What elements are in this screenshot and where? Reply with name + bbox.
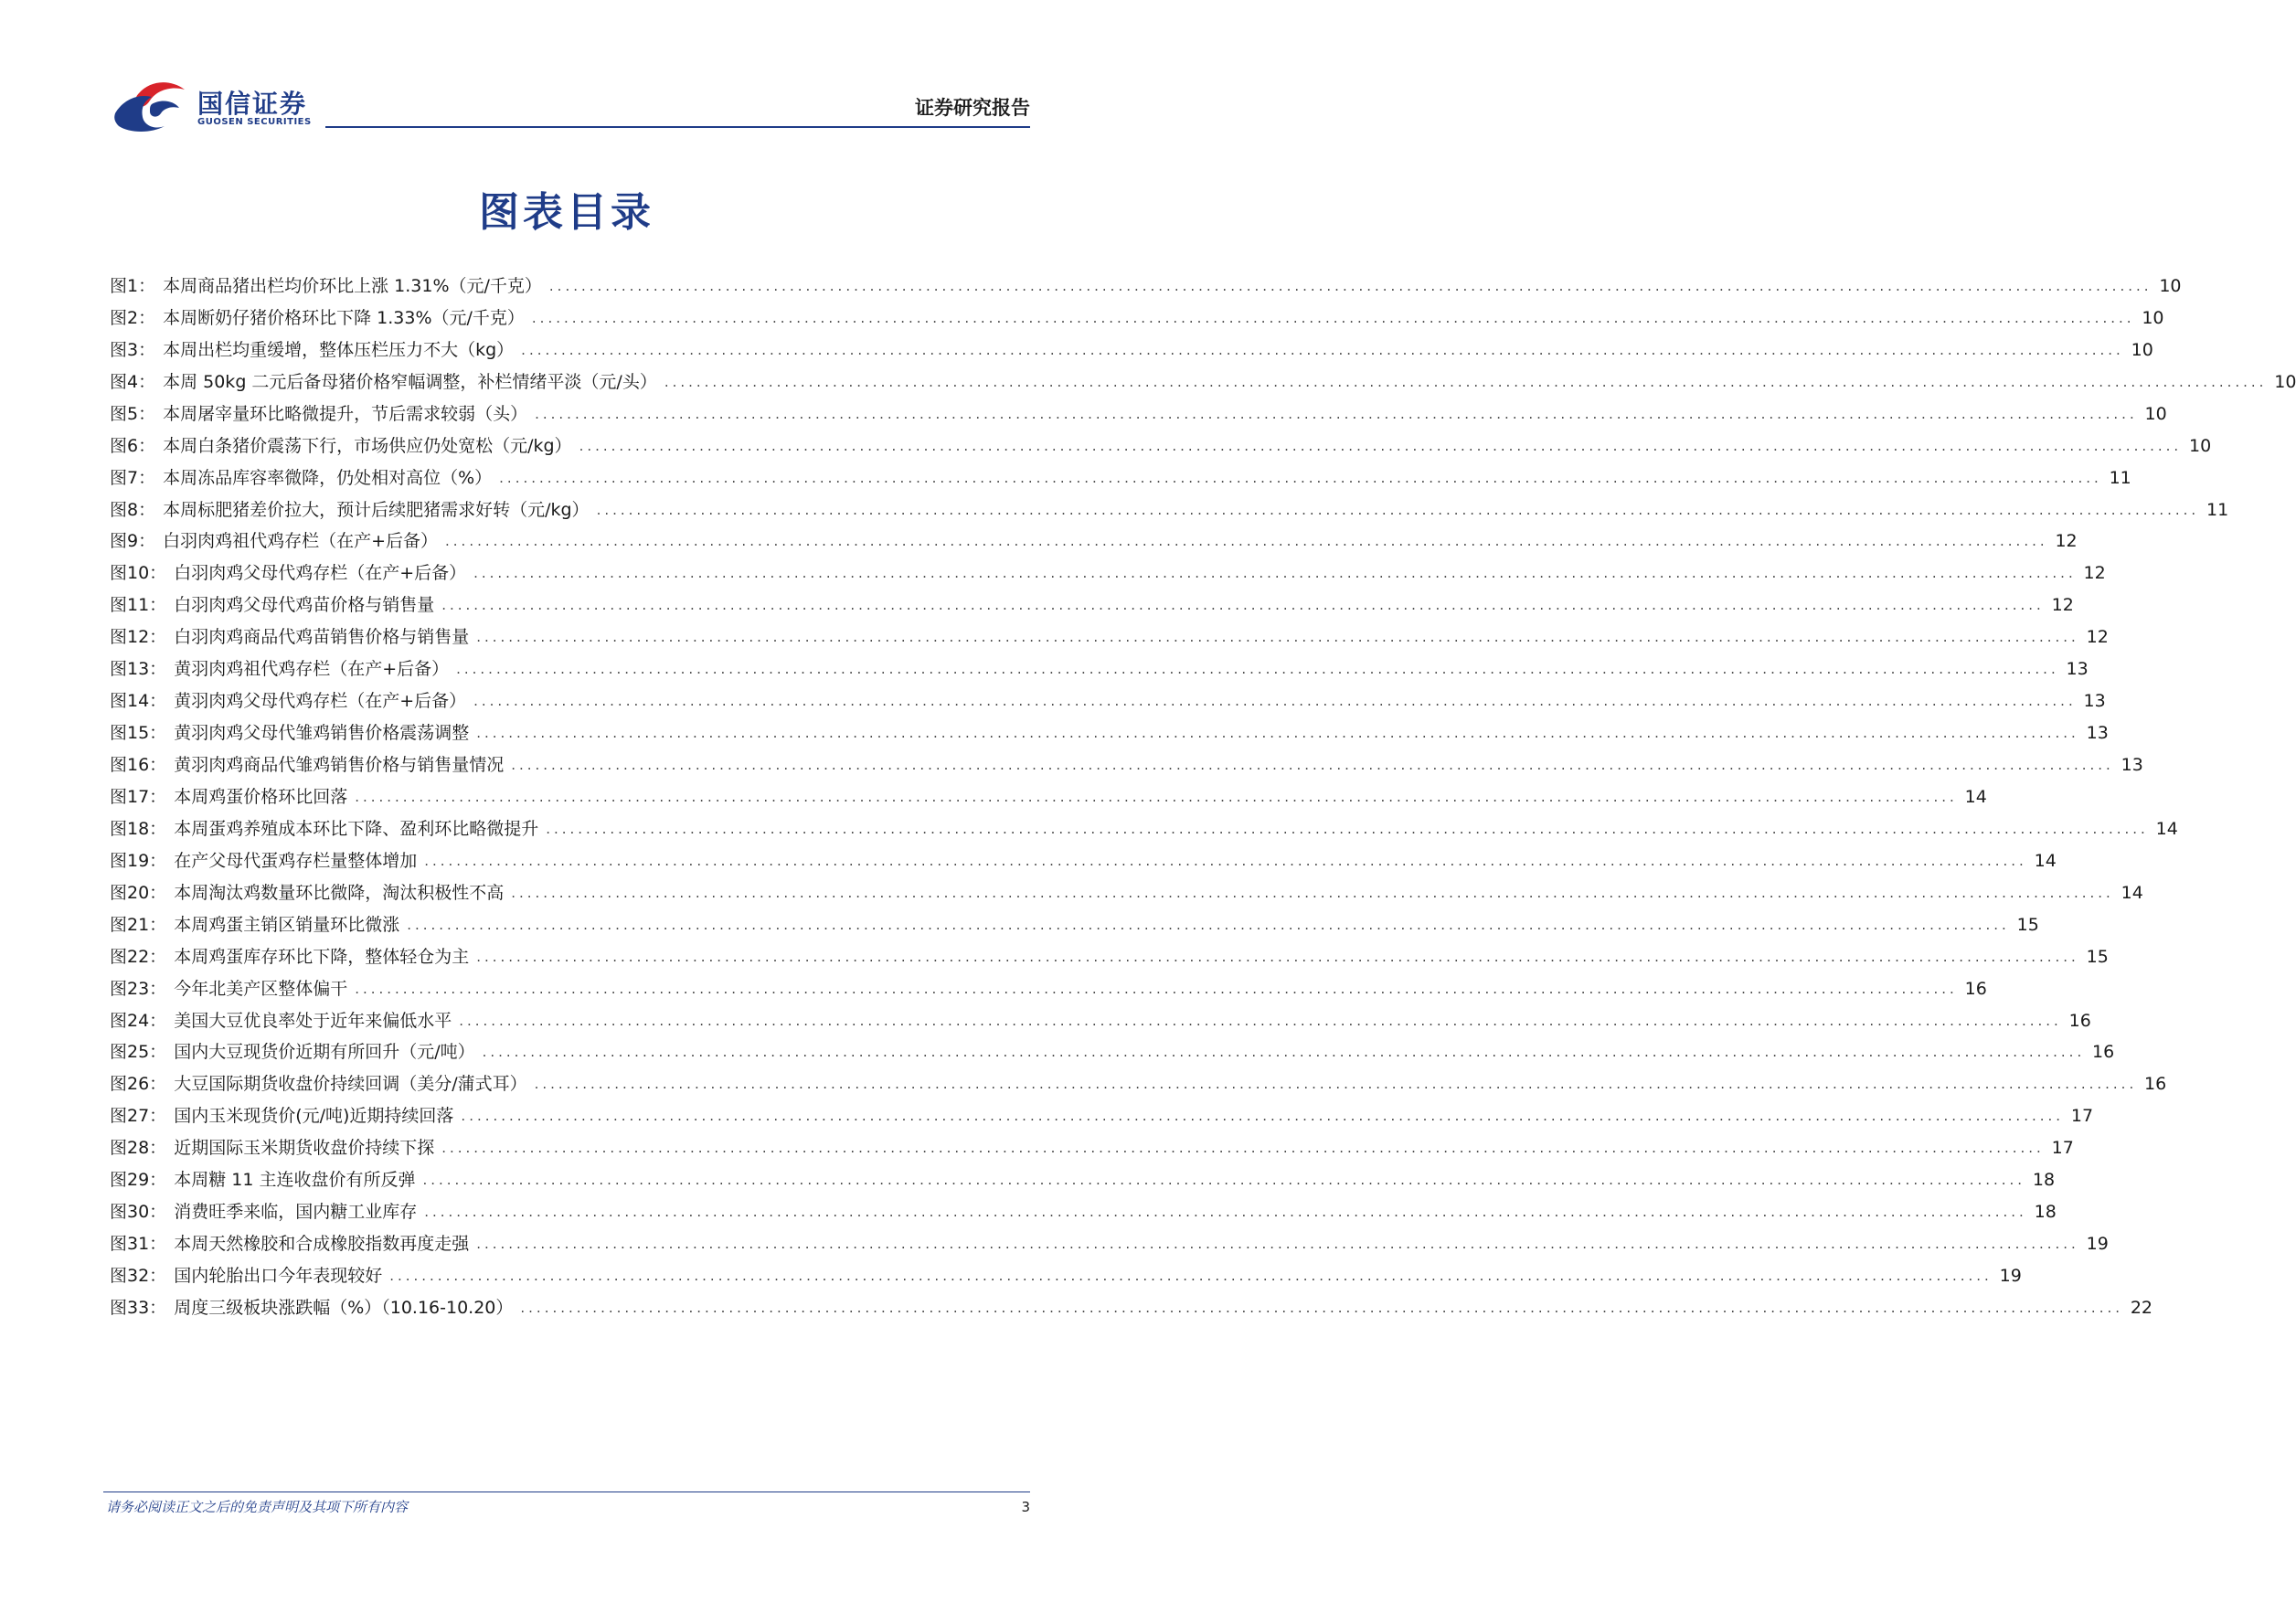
toc-entry-leader-dots: ........................................................................................................................................................................................................ — [355, 788, 1958, 805]
toc-entry-label: 图8： — [110, 499, 156, 520]
guosen-logo — [112, 80, 313, 132]
toc-entry[interactable] — [110, 872, 2143, 904]
footer-disclaimer: 请务必阅读正文之后的免责声明及其项下所有内容 — [106, 1499, 409, 1515]
toc-entry-page: 17 — [2070, 1106, 2094, 1127]
toc-entry-label: 图17： — [110, 786, 167, 807]
toc-entry-leader-dots: ........................................................................................................................................................................................................ — [511, 757, 2114, 773]
toc-entry[interactable] — [110, 712, 2109, 744]
toc-entry[interactable] — [110, 489, 2229, 521]
toc-entry-leader-dots: ........................................................................................................................................................................................................ — [482, 1044, 2086, 1061]
toc-entry-title: 国内玉米现货价(元/吨)近期持续回落 — [174, 1106, 454, 1127]
toc-entry-page: 12 — [2055, 531, 2078, 552]
toc-entry-leader-dots: ........................................................................................................................................................................................................ — [407, 916, 2010, 933]
toc-entry-page: 12 — [2083, 563, 2106, 584]
toc-entry-leader-dots: ........................................................................................................................................................................................................ — [476, 948, 2079, 965]
report-type: 证券研究报告 — [915, 97, 1030, 119]
toc-entry-page: 12 — [2086, 627, 2109, 648]
toc-entry-page: 16 — [2092, 1042, 2115, 1063]
header-divider — [325, 126, 1030, 128]
toc-entry-title: 大豆国际期货收盘价持续回调（美分/蒲式耳） — [174, 1074, 527, 1095]
toc-entry-leader-dots: ........................................................................................................................................................................................................ — [520, 1299, 2124, 1316]
toc-entry-title: 本周鸡蛋价格环比回落 — [174, 786, 348, 807]
toc-entry-leader-dots: ........................................................................................................................................................................................................ — [389, 1268, 1993, 1284]
toc-entry-page: 18 — [2034, 1202, 2057, 1223]
toc-entry-title: 白羽肉鸡父母代鸡存栏（在产+后备） — [174, 563, 467, 584]
guosen-logo-icon — [112, 80, 190, 132]
toc-entry-label: 图10： — [110, 563, 167, 584]
toc-entry[interactable] — [110, 425, 2212, 457]
toc-entry-leader-dots: ........................................................................................................................................................................................................ — [461, 1108, 2065, 1125]
toc-entry[interactable] — [110, 744, 2143, 776]
toc-entry-title: 本周鸡蛋主销区销量环比微涨 — [174, 914, 400, 935]
toc-entry-page: 11 — [2206, 499, 2229, 520]
toc-entry-title: 本周商品猪出栏均价环比上涨 1.31%（元/千克） — [163, 275, 542, 296]
toc-entry[interactable] — [110, 393, 2167, 425]
toc-entry-label: 图7： — [110, 467, 156, 488]
toc-entry[interactable] — [110, 840, 2057, 872]
toc-entry-page: 13 — [2066, 659, 2089, 680]
toc-entry-leader-dots: ........................................................................................................................................................................................................ — [535, 405, 2138, 422]
toc-entry-label: 图29： — [110, 1170, 167, 1191]
toc-entry-title: 本周出栏均重缓增，整体压栏压力不大（kg） — [163, 339, 515, 360]
toc-entry[interactable] — [110, 1063, 2167, 1095]
toc-entry-label: 图14： — [110, 691, 167, 712]
toc-entry-label: 图32： — [110, 1266, 167, 1286]
toc-entry-label: 图9： — [110, 531, 156, 552]
toc-entry-page: 19 — [1999, 1266, 2022, 1286]
toc-entry-label: 图6： — [110, 435, 156, 456]
toc-entry-leader-dots: ........................................................................................................................................................................................................ — [422, 1172, 2026, 1189]
toc-entry-leader-dots: ........................................................................................................................................................................................................ — [476, 1236, 2079, 1253]
page-title: 图表目录 — [479, 189, 654, 236]
toc-entry[interactable] — [110, 521, 2078, 553]
toc-entry-leader-dots: ........................................................................................................................................................................................................ — [546, 820, 2149, 837]
toc-entry[interactable] — [110, 680, 2106, 712]
toc-entry-page: 16 — [2144, 1074, 2167, 1095]
toc-entry-page: 10 — [2189, 435, 2212, 456]
toc-entry[interactable] — [110, 584, 2074, 616]
toc-entry-leader-dots: ........................................................................................................................................................................................................ — [473, 565, 2077, 582]
toc-entry[interactable] — [110, 457, 2131, 489]
toc-entry-label: 图13： — [110, 659, 167, 680]
toc-entry[interactable] — [110, 1287, 2153, 1319]
logo-text-cn: 国信证券 — [197, 89, 308, 119]
toc-entry-label: 图23： — [110, 978, 167, 999]
toc-entry-label: 图22： — [110, 946, 167, 967]
toc-entry[interactable] — [110, 297, 2164, 329]
toc-entry-leader-dots: ........................................................................................................................................................................................................ — [476, 725, 2079, 742]
toc-entry-leader-dots: ........................................................................................................................................................................................................ — [499, 469, 2102, 486]
toc-entry-page: 15 — [2086, 946, 2109, 967]
toc-entry-title: 国内轮胎出口今年表现较好 — [174, 1266, 383, 1286]
toc-entry-page: 13 — [2121, 755, 2143, 775]
toc-entry[interactable] — [110, 265, 2182, 297]
toc-entry[interactable] — [110, 904, 2039, 936]
toc-entry-page: 16 — [1964, 978, 1987, 999]
toc-entry[interactable] — [110, 361, 2296, 393]
toc-entry-title: 本周屠宰量环比略微提升，节后需求较弱（头） — [163, 403, 528, 424]
toc-entry-label: 图21： — [110, 914, 167, 935]
toc-entry-page: 14 — [2034, 850, 2057, 871]
toc-entry-page: 18 — [2032, 1170, 2056, 1191]
toc-entry-title: 白羽肉鸡祖代鸡存栏（在产+后备） — [163, 531, 439, 552]
toc-entry-leader-dots: ........................................................................................................................................................................................................ — [476, 629, 2079, 646]
toc-entry-leader-dots: ........................................................................................................................................................................................................ — [511, 884, 2114, 901]
toc-entry[interactable] — [110, 968, 1987, 1000]
logo-text-en: GUOSEN SECURITIES — [197, 117, 312, 127]
toc-entry-title: 本周冻品库容率微降，仍处相对高位（%） — [163, 467, 493, 488]
toc-entry[interactable] — [110, 1191, 2057, 1223]
toc-entry-page: 10 — [2142, 307, 2164, 328]
toc-entry-label: 图31： — [110, 1234, 167, 1255]
page-number: 3 — [1021, 1499, 1030, 1515]
toc-entry-label: 图24： — [110, 1010, 167, 1031]
toc-entry-title: 周度三级板块涨跌幅（%）（10.16-10.20） — [174, 1297, 514, 1318]
toc-entry[interactable] — [110, 552, 2106, 584]
toc-entry[interactable] — [110, 1000, 2091, 1032]
toc-entry[interactable] — [110, 936, 2109, 968]
toc-entry-page: 13 — [2086, 723, 2109, 744]
toc-entry-leader-dots: ........................................................................................................................................................................................................ — [424, 852, 2027, 869]
toc-entry-label: 图30： — [110, 1202, 167, 1223]
toc-entry-title: 在产父母代蛋鸡存栏量整体增加 — [174, 850, 418, 871]
toc-entry-leader-dots: ........................................................................................................................................................................................................ — [424, 1204, 2027, 1221]
toc-entry-leader-dots: ........................................................................................................................................................................................................ — [445, 533, 2048, 550]
toc-entry-label: 图33： — [110, 1297, 167, 1318]
toc-entry-leader-dots: ........................................................................................................................................................................................................ — [548, 277, 2152, 294]
toc-entry-title: 消费旺季来临，国内糖工业库存 — [174, 1202, 418, 1223]
toc-entry-page: 10 — [2144, 403, 2167, 424]
toc-entry-label: 图2： — [110, 307, 156, 328]
toc-entry-page: 19 — [2086, 1234, 2109, 1255]
toc-entry-title: 本周淘汰鸡数量环比微降，淘汰积极性不高 — [174, 882, 505, 903]
toc-entry-leader-dots: ........................................................................................................................................................................................................ — [441, 597, 2045, 614]
toc-entry-label: 图1： — [110, 275, 156, 296]
toc-entry-title: 国内大豆现货价近期有所回升（元/吨） — [174, 1042, 475, 1063]
toc-entry-label: 图26： — [110, 1074, 167, 1095]
toc-entry-leader-dots: ........................................................................................................................................................................................................ — [355, 980, 1958, 997]
toc-entry-title: 黄羽肉鸡祖代鸡存栏（在产+后备） — [174, 659, 450, 680]
toc-entry-title: 白羽肉鸡商品代鸡苗销售价格与销售量 — [174, 627, 470, 648]
toc-entry-page: 14 — [2155, 818, 2178, 839]
toc-entry[interactable] — [110, 1223, 2109, 1255]
toc-entry-page: 13 — [2083, 691, 2106, 712]
toc-entry-leader-dots: ........................................................................................................................................................................................................ — [664, 373, 2268, 390]
toc-entry-page: 16 — [2068, 1010, 2091, 1031]
figure-toc — [110, 265, 2296, 1319]
toc-entry-leader-dots: ........................................................................................................................................................................................................ — [534, 1076, 2138, 1093]
toc-entry-page: 10 — [2159, 275, 2182, 296]
toc-entry-page: 17 — [2051, 1138, 2074, 1159]
toc-entry-title: 近期国际玉米期货收盘价持续下探 — [174, 1138, 435, 1159]
toc-entry[interactable] — [110, 808, 2178, 840]
toc-entry-page: 14 — [1964, 786, 1987, 807]
toc-entry[interactable] — [110, 1032, 2115, 1064]
toc-entry-label: 图11： — [110, 595, 167, 616]
toc-entry-leader-dots: ........................................................................................................................................................................................................ — [531, 309, 2135, 326]
toc-entry-label: 图15： — [110, 723, 167, 744]
toc-entry-leader-dots: ........................................................................................................................................................................................................ — [441, 1140, 2045, 1157]
toc-entry-title: 黄羽肉鸡商品代雏鸡销售价格与销售量情况 — [174, 755, 505, 775]
toc-entry[interactable] — [110, 1255, 2022, 1287]
toc-entry-title: 本周标肥猪差价拉大，预计后续肥猪需求好转（元/kg） — [163, 499, 590, 520]
toc-entry-title: 本周蛋鸡养殖成本环比下降、盈利环比略微提升 — [174, 818, 539, 839]
toc-entry-label: 图27： — [110, 1106, 167, 1127]
toc-entry[interactable] — [110, 616, 2109, 648]
toc-entry-label: 图18： — [110, 818, 167, 839]
toc-entry[interactable] — [110, 648, 2089, 680]
toc-entry-title: 黄羽肉鸡父母代雏鸡销售价格震荡调整 — [174, 723, 470, 744]
toc-entry-page: 12 — [2051, 595, 2074, 616]
toc-entry-label: 图25： — [110, 1042, 167, 1063]
toc-entry-page: 10 — [2131, 339, 2153, 360]
toc-entry-label: 图28： — [110, 1138, 167, 1159]
toc-entry-title: 本周白条猪价震荡下行，市场供应仍处宽松（元/kg） — [163, 435, 572, 456]
toc-entry-page: 11 — [2109, 467, 2131, 488]
toc-entry[interactable] — [110, 776, 1987, 808]
toc-entry[interactable] — [110, 1127, 2074, 1159]
toc-entry-leader-dots: ........................................................................................................................................................................................................ — [473, 693, 2077, 710]
toc-entry-title: 本周天然橡胶和合成橡胶指数再度走强 — [174, 1234, 470, 1255]
toc-entry[interactable] — [110, 329, 2153, 361]
toc-entry-label: 图5： — [110, 403, 156, 424]
toc-entry-page: 15 — [2016, 914, 2039, 935]
toc-entry-label: 图19： — [110, 850, 167, 871]
toc-entry-leader-dots: ........................................................................................................................................................................................................ — [521, 341, 2124, 358]
toc-entry-leader-dots: ........................................................................................................................................................................................................ — [596, 501, 2200, 518]
toc-entry-leader-dots: ........................................................................................................................................................................................................ — [459, 1012, 2062, 1029]
toc-entry-label: 图12： — [110, 627, 167, 648]
toc-entry-title: 本周糖 11 主连收盘价有所反弹 — [174, 1170, 416, 1191]
toc-entry-leader-dots: ........................................................................................................................................................................................................ — [579, 437, 2183, 454]
toc-entry-page: 14 — [2121, 882, 2143, 903]
toc-entry-title: 本周断奶仔猪价格环比下降 1.33%（元/千克） — [163, 307, 525, 328]
toc-entry-title: 黄羽肉鸡父母代鸡存栏（在产+后备） — [174, 691, 467, 712]
toc-entry-label: 图4： — [110, 371, 156, 392]
toc-entry-title: 美国大豆优良率处于近年来偏低水平 — [174, 1010, 452, 1031]
toc-entry-title: 白羽肉鸡父母代鸡苗价格与销售量 — [174, 595, 435, 616]
toc-entry-label: 图16： — [110, 755, 167, 775]
toc-entry[interactable] — [110, 1159, 2056, 1191]
toc-entry-page: 10 — [2274, 371, 2296, 392]
toc-entry-title: 本周鸡蛋库存环比下降，整体轻仓为主 — [174, 946, 470, 967]
toc-entry-title: 本周 50kg 二元后备母猪价格窄幅调整，补栏情绪平淡（元/头） — [163, 371, 657, 392]
toc-entry-leader-dots: ........................................................................................................................................................................................................ — [456, 661, 2059, 678]
toc-entry-label: 图20： — [110, 882, 167, 903]
toc-entry-title: 今年北美产区整体偏干 — [174, 978, 348, 999]
toc-entry-page: 22 — [2130, 1297, 2153, 1318]
toc-entry-label: 图3： — [110, 339, 156, 360]
toc-entry[interactable] — [110, 1095, 2094, 1127]
